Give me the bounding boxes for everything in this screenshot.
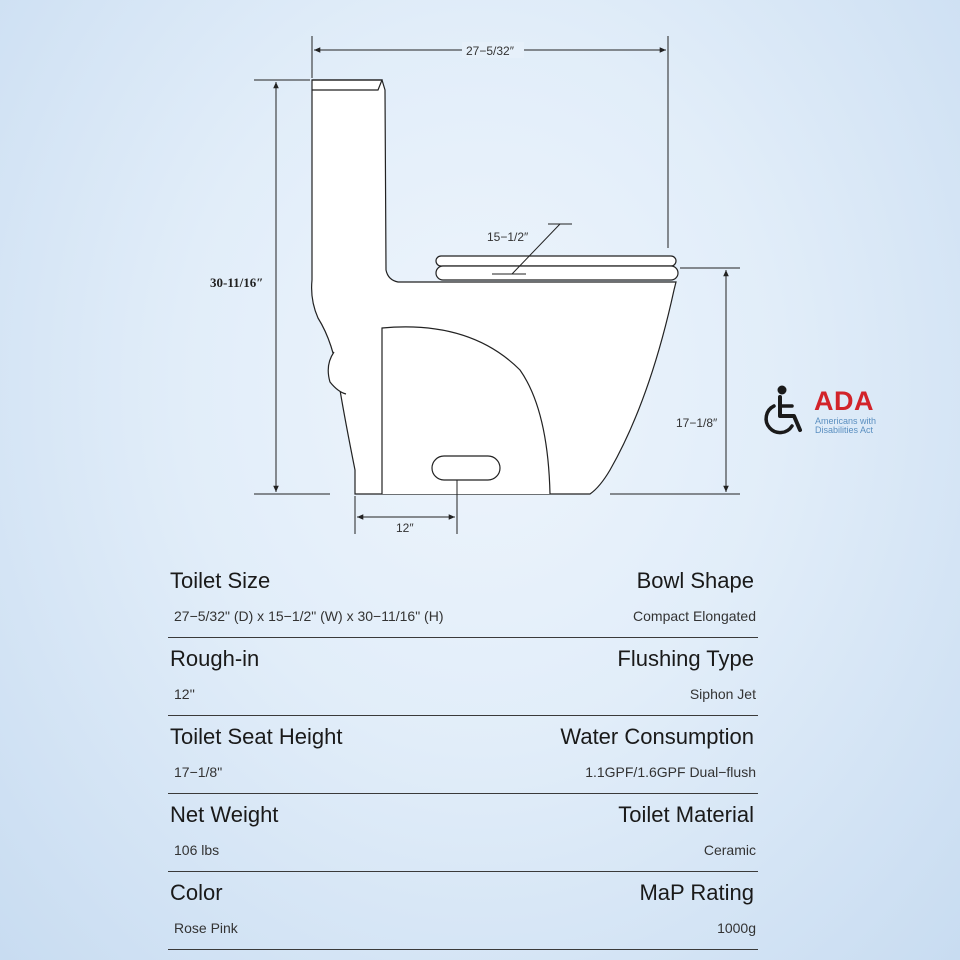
spec-value: 106 lbs — [174, 842, 220, 858]
ada-subtitle-line2: Disabilities Act — [815, 425, 874, 435]
ada-subtitle-line1: Americans with — [815, 416, 877, 426]
toilet-outline — [312, 80, 678, 494]
spec-value: Ceramic — [703, 842, 756, 858]
height-dimension-label: 30-11/16″ — [210, 275, 264, 290]
spec-value: 12'' — [174, 686, 195, 702]
spec-value: 1000g — [717, 920, 756, 936]
spec-row-weight — [168, 794, 758, 872]
spec-value: Siphon Jet — [689, 686, 756, 702]
ada-subtitle — [815, 417, 876, 435]
spec-value: Compact Elongated — [633, 608, 756, 624]
spec-value: 1.1GPF/1.6GPF Dual−flush — [585, 764, 756, 780]
spec-label: Flushing Type — [617, 646, 754, 671]
ada-badge — [760, 384, 900, 440]
spec-label: Bowl Shape — [636, 568, 754, 593]
seat-width-label: 15−1/2″ — [487, 230, 529, 244]
depth-dimension-label: 27−5/32″ — [466, 44, 514, 58]
spec-label: Toilet Seat Height — [170, 724, 343, 749]
spec-row-color — [168, 872, 758, 950]
spec-table — [168, 560, 758, 950]
ada-title: ADA — [814, 386, 874, 416]
spec-label: Toilet Material — [618, 802, 754, 827]
spec-value: 27−5/32" (D) x 15−1/2" (W) x 30−11/16" (H) — [174, 608, 444, 624]
spec-row-seat-height — [168, 716, 758, 794]
spec-label: MaP Rating — [639, 880, 754, 905]
spec-label: Toilet Size — [170, 568, 271, 593]
spec-value: 17−1/8" — [174, 764, 223, 780]
wheelchair-icon — [760, 384, 810, 438]
spec-label: Rough-in — [170, 646, 260, 671]
spec-label: Color — [170, 880, 223, 905]
spec-value: Rose Pink — [174, 920, 238, 936]
rough-in-label: 12″ — [396, 521, 414, 535]
spec-label: Net Weight — [170, 802, 279, 827]
spec-row-rough-in — [168, 638, 758, 716]
seat-height-label: 17−1/8″ — [676, 416, 718, 430]
spec-row-size — [168, 560, 758, 638]
spec-label: Water Consumption — [560, 724, 754, 749]
